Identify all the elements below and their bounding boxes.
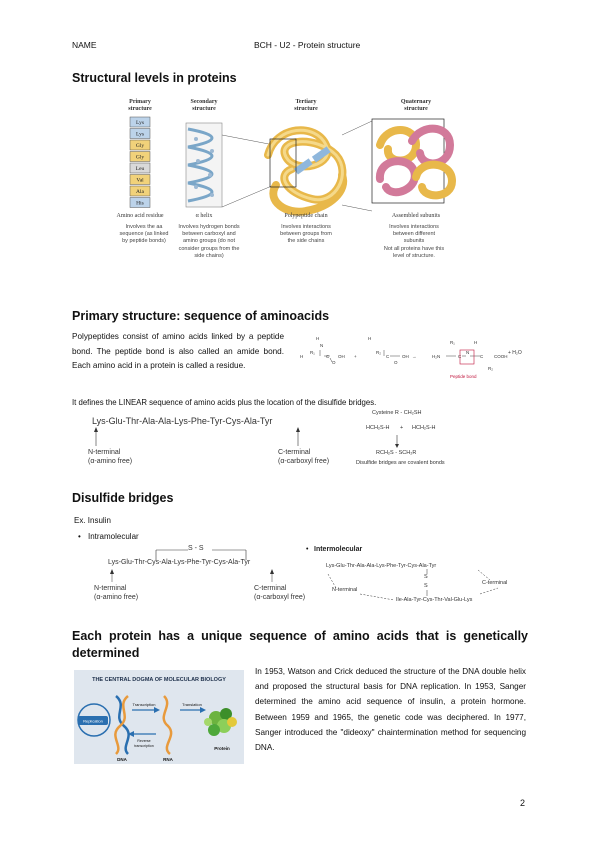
reaction-arrow [382,434,412,448]
residue-label: Ala [136,189,144,196]
reverse-transcription-label: Reverse [137,739,151,743]
quaternary-subunits [380,129,452,196]
residue-label: Gly [135,143,145,150]
svg-text:C: C [326,354,330,359]
inter-bullet: • [306,546,309,553]
header-course: BCH - U2 - Protein structure [254,40,361,50]
svg-text:→: → [412,354,417,359]
linear-sequence-note: It defines the LINEAR sequence of amino acids plus the location of the disulfide bridges. [72,398,377,407]
svg-text:C: C [386,354,390,359]
svg-text:R₁: R₁ [310,350,315,355]
svg-text:+: + [354,354,357,359]
residue-label: Lys [136,131,144,138]
svg-text:R₂: R₂ [488,366,493,371]
svg-text:transcription: transcription [134,744,154,748]
inter-connectors [320,568,520,604]
insulin-example: Ex. Insulin [74,516,111,525]
label-polypeptide-chain: Polypeptide chain [284,213,328,219]
intra-bullet: • [78,532,81,541]
col-quaternary-line2: structure [404,106,428,112]
reaction-left: HCH₂S-H [366,425,390,431]
history-paragraph: In 1953, Watson and Crick deduced the structure of the DNA double helix and proposed the structural basis for DNA replication. In 1953, Sanger determined the amino acid sequence of insulin, a protein hormone. Between 1959 and 1965, the genetic code was deciphered. In 1977, Sanger introduced the "dideoxy" chaintermination method for sequencing DNA. [255,667,526,753]
svg-text:R₁: R₁ [450,340,455,345]
inter-sequence-2: Ile-Ala-Tyr-Cys-Thr-Val-Glu-Lys [396,597,473,603]
water-label: + H₂O [508,350,522,356]
col-secondary-line1: Secondary [190,99,218,105]
svg-text:H: H [300,354,304,359]
sequence-arrows [92,426,312,448]
col-tertiary-line2: structure [294,106,318,112]
svg-text:C: C [480,354,484,359]
residue-label: Leu [135,166,145,173]
intra-n-term: N-terminal (α-amino free) [94,585,139,601]
inter-sequence-1: Lys-Glu-Thr-Ala-Ala-Lys-Phe-Tyr-Cys-Ala-Tyr [326,563,437,569]
inter-s1: S [424,574,428,580]
label-alpha-helix: α helix [195,213,213,219]
reaction-plus: + [400,425,404,431]
label-amino-acid-residue: Amino acid residue [116,213,164,219]
residue-boxes [130,117,150,208]
section-genetic-title: Each protein has a unique sequence of amino acids that is genetically determined [72,629,528,660]
protein-label: Protein [214,746,230,751]
svg-text:N: N [320,343,324,348]
col-primary-line1: Primary [129,99,151,105]
translation-label: Translation [182,702,202,707]
svg-text:O: O [332,360,336,365]
label-assembled-subunits: Assembled subunits [391,213,441,219]
section-structural-levels-title: Structural levels in proteins [72,71,237,85]
replication-label: Replication [83,718,103,724]
svg-text:H₂N: H₂N [432,354,441,359]
header-name: NAME [72,40,97,50]
intra-sequence: Lys-Glu-Thr-Cys-Ala-Lys-Phe-Tyr-Cys-Ala-Tyr [108,559,251,566]
transcription-label: Transcription [132,702,156,707]
dogma-title: THE CENTRAL DOGMA OF MOLECULAR BIOLOGY [92,677,226,683]
inter-n-term: N-terminal [332,587,358,593]
caption-tertiary: Involves interactions between groups from the side chains [280,224,332,245]
primary-sequence: Lys-Glu-Thr-Ala-Ala-Lys-Phe-Tyr-Cys-Ala-Tyr [92,416,273,426]
col-primary-line2: structure [128,106,152,112]
svg-text:H: H [368,336,372,341]
intra-term-arrows [108,568,288,584]
residue-label: Val [136,177,144,184]
peptide-bond-label: Peptide bond [450,374,477,379]
rna-label: RNA [163,757,173,762]
disulfide-note: Disulfide bridges are covalent bonds [356,460,445,466]
cysteine-label: Cysteine R - CH₂SH [372,410,422,416]
intra-c-term: C-terminal (α-carboxyl free) [254,585,306,601]
disulfide-product: RCH₂S - SCH₂R [376,450,417,456]
primary-structure-paragraph: Polypeptides consist of amino acids linked by a peptide bond. The peptide bond is also called an amide bond. Each amino acid in a protein is called a residue. [72,332,284,371]
reaction-right: HCH₂S-H [412,425,436,431]
caption-quaternary: Involves interactions between different subunits Not all proteins have this level of structure. [383,224,445,259]
svg-text:O: O [394,360,398,365]
svg-text:N: N [466,350,470,355]
svg-text:R₂: R₂ [376,350,381,355]
caption-primary: Involves the aa sequence (as linked by peptide bonds) [119,224,169,245]
svg-text:OH: OH [338,354,345,359]
page-number: 2 [520,798,526,808]
intra-label: Intramolecular [88,532,139,541]
col-tertiary-line1: Tertiary [295,99,317,105]
section-disulfide-title: Disulfide bridges [72,491,174,505]
svg-text:H: H [316,336,320,341]
n-terminal-label: N-terminal (α-amino free) [88,449,133,465]
residue-label: His [136,200,144,207]
c-terminal-label: C-terminal (α-carboxyl free) [278,449,330,465]
svg-text:COOH: COOH [494,354,508,359]
inter-s2: S [424,583,428,589]
inter-c-term: C-terminal [482,580,508,586]
residue-label: Lys [136,120,144,127]
section-primary-structure-title: Primary structure: sequence of aminoacids [72,309,330,323]
svg-text:C: C [458,354,462,359]
col-secondary-line2: structure [192,106,216,112]
col-quaternary-line1: Quaternary [400,99,432,105]
peptide-bond-reaction [290,330,530,386]
svg-text:H: H [474,340,478,345]
dna-label: DNA [117,757,127,762]
inter-label: Intermolecular [314,546,363,553]
svg-text:OH: OH [402,354,409,359]
central-dogma-figure [74,670,244,764]
intra-ss-label: S - S [188,545,204,552]
caption-secondary: Involves hydrogen bonds between carboxyl and amino groups (do not consider groups from the side chains) [178,224,240,259]
residue-label: Gly [135,154,145,161]
